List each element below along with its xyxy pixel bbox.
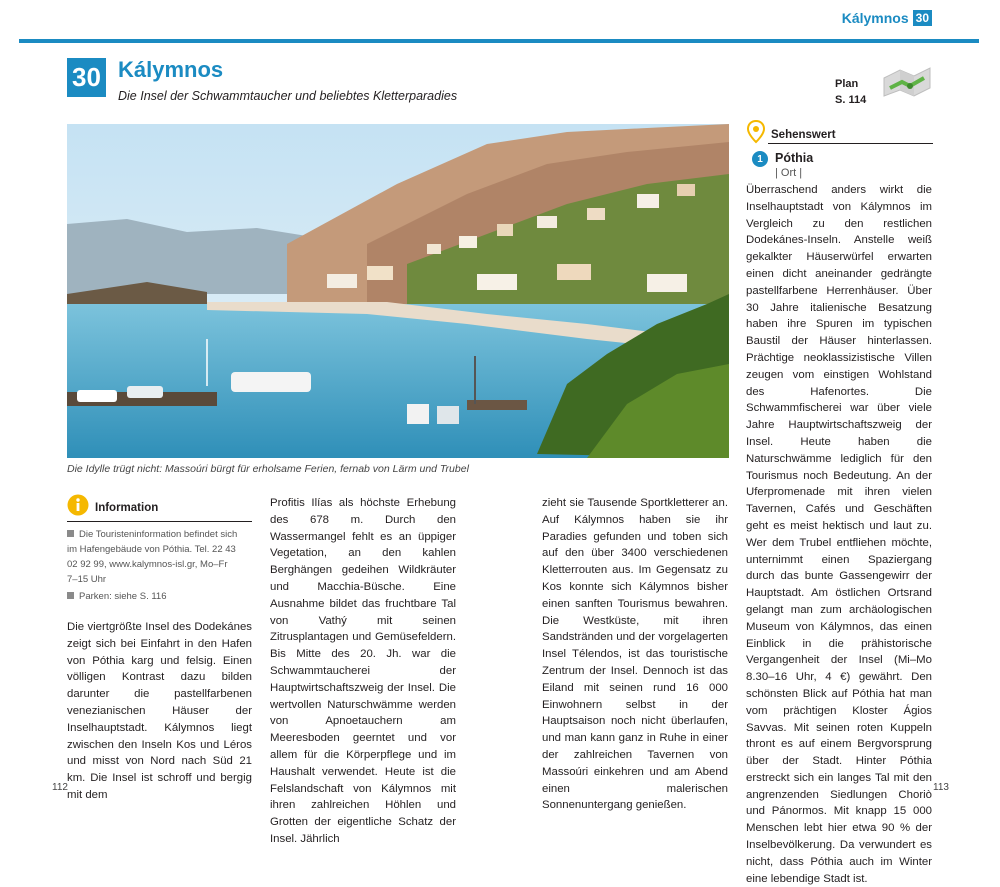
poi-number-badge: 1 [752, 151, 768, 167]
bullet-square-icon [67, 592, 74, 599]
info-box-title: Information [95, 501, 159, 514]
info-box-rule [67, 521, 252, 522]
page-number-left: 112 [52, 782, 68, 793]
info-item-line: Die Touristeninformation befindet sich [79, 529, 238, 540]
info-box-header [67, 494, 158, 521]
body-text-column-2: Profitis Ilías als höchste Erhebung des 678 m. Durch den Wassermangel fehlt es an üppiger Vegetation, an den kahlen Berghängen gedeihen Wildkräuter und Macchia-Büsche. Eine Ausnahme bildet das fruchtbare Tal von Vathý mit seinen Zitrusplantagen und Gemüsefeldern. Bis Mitte des 20. Jh. war die Schwammtaucherei der Hauptwirtschaftszweig der Insel. Die wertvollen Naturschwämme werden von Apnoetauchern am Meeresboden geerntet und vor allem für die Körperpflege und im Haushalt verwendet. Heute ist die Felslandschaft von Kálymnos mit ihren zahlreichen Höhlen und Grotten der eigentliche Schatz der Insel. Jährlich [270, 497, 456, 845]
plan-reference[interactable] [835, 76, 866, 108]
header-rule [19, 39, 979, 43]
running-header-title: Kálymnos [841, 10, 909, 26]
info-box-body [67, 527, 257, 606]
info-item-line: 7–15 Uhr [67, 574, 107, 585]
info-item-line: im Hafengebäude von Póthia. Tel. 22 43 [67, 544, 236, 555]
location-pin-icon [746, 120, 766, 149]
bullet-square-icon [67, 530, 74, 537]
map-icon [880, 62, 934, 102]
running-header [842, 10, 932, 26]
chapter-subtitle: Die Insel der Schwammtaucher und beliebtes Kletterparadies [118, 89, 458, 103]
info-item-line: 02 92 99, www.kalymnos-isl.gr, Mo–Fr [67, 559, 228, 570]
body-text-column-3: zieht sie Tausende Sportkletterer an. Auf Kálymnos haben sie ihr Paradies gefunden und toben sich auf den über 3400 verschiedenen Kletterrouten aus. Im Gegensatz zu Kos konnte sich Kálymnos bisher einen sanften Tourismus bewahren. Die Westküste, mit ihren Sandstränden und der vorgelagerten Insel Télendos, ist das touristische Zentrum der Insel. Dennoch ist das Eiland mit seinen rund 16 000 Einwohnern selbst in der Hauptsaison noch nicht überlaufen, und man kann ganz in Ruhe in einer der zahlreichen Tavernen von Massoúri einkehren und am Abend einen malerischen Sonnenuntergang genießen. [542, 497, 728, 812]
poi-type: | Ort | [775, 167, 803, 179]
page-number-right: 113 [933, 782, 949, 793]
info-item-text: Parken: siehe S. 116 [79, 591, 167, 602]
plan-label: Plan [835, 78, 859, 90]
poi-description: Überraschend anders wirkt die Inselhauptstadt von Kálymnos im Vergleich zu den restlichen Dodekánes-Inseln. Anstelle weiß gekalkter Häuserwürfel erwarten einen dicht aneinander gedrängte pastellfarbene Herrenhäuser. Über 30 Jahre italienische Besatzung haben ihre Spuren im typischen Baustil der Häuser hinterlassen. Prächtige neoklassizistische Villen zeugen vom einstigen Wohlstand des Hafenortes. Die Schwammfischerei war über viele Jahre Hauptwirtschaftszweig der Insel. Heute haben die Naturschwämme lediglich für den Tourismus noch Bedeutung. An der Uferpromenade mit ihren vielen Tavernen, Cafés und Geschäften geht es meist hektisch und laut zu. Wer dem Trubel entfliehen möchte, unternimmt einen Spaziergang durch das bunte Gassengewirr der Hauptstadt. Am östlichen Ortsrand gelangt man zum archäologischen Museum von Kálymnos, das einen Einblick in die prähistorische Vergangenheit der Insel (Mi–Mo 8.30–16 Uhr, 4 €) gewährt. Den schönsten Blick auf Póthia hat man vom prächtigen Kloster Ágios Savvas. Mit seinen roten Kuppeln thront es auf einem Bergvorsprung über der Stadt. Hinter Póthia erstreckt sich ein langes Tal mit den angrenzenden Siedlungen Choriò und Pánormos. Mit knapp 15 000 Menschen lebt hier etwa 90 % der Inselbevölkerung. Da verwundert es nicht, dass Póthia auch im Winter eine lebendige Stadt ist. [746, 184, 932, 885]
poi-title: Póthia [775, 151, 814, 165]
harbor-photo [67, 124, 729, 458]
info-item-tourist-office [67, 527, 257, 587]
sights-rule [768, 143, 933, 144]
photo-caption: Die Idylle trügt nicht: Massoúri bürgt für erholsame Ferien, fernab von Lärm und Trubel [67, 463, 469, 475]
sights-title: Sehenswert [771, 128, 836, 141]
info-item-parking [67, 589, 257, 604]
running-header-number: 30 [913, 10, 932, 26]
body-text-column-1: Die viertgrößte Insel des Dodekánes zeigt sich bei Einfahrt in den Hafen von Póthia karg und felsig. Einen völligen Kontrast dazu bilden darunter die pastellfarbenen venezianischen Häuser der Inselhauptstadt. Kálymnos liegt zwischen den Inseln Kos und Léros und misst von Nord nach Süd 21 km. Die Insel ist schroff und bergig mit dem [67, 621, 252, 801]
chapter-number-badge: 30 [67, 58, 106, 97]
chapter-title: Kálymnos [118, 57, 224, 82]
sights-header [746, 120, 836, 149]
plan-page: S. 114 [835, 94, 867, 106]
info-icon [67, 494, 89, 521]
